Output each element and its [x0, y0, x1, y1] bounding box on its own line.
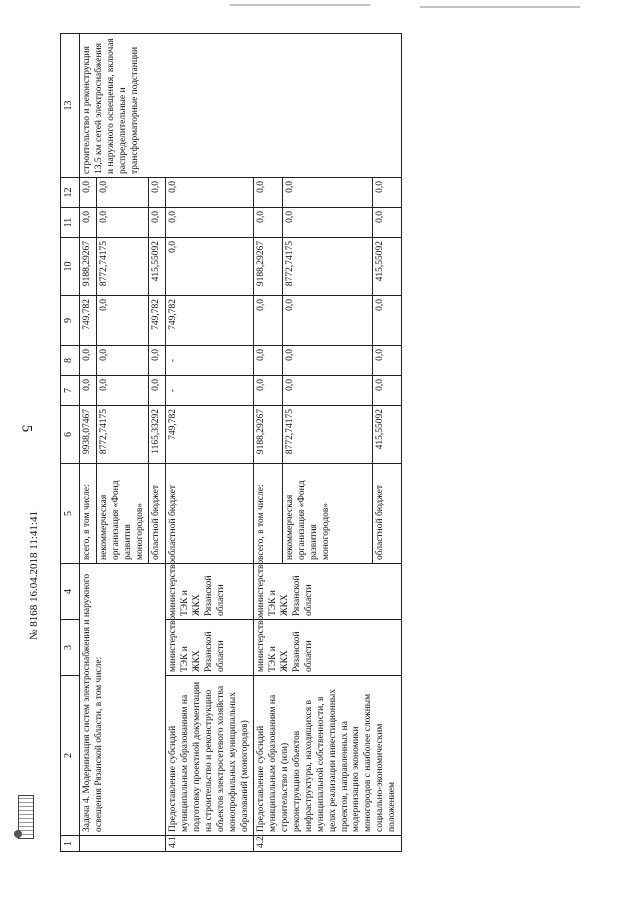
- value-cell: 0,0: [254, 178, 283, 208]
- value-cell: 0,0: [283, 376, 373, 406]
- header-cell: 10: [61, 238, 80, 296]
- co-executor: министерство ТЭК и ЖКХ Рязанской области: [166, 564, 254, 620]
- value-cell: 9188,29267: [80, 238, 97, 296]
- header-cell: 11: [61, 208, 80, 238]
- result-description: строительство и реконструкция 13,5 км сетей электроснабжения и наружного освещения, включая распределительные и трансформаторные подстанции: [80, 34, 402, 178]
- budget-table-sheet: [60, 34, 610, 852]
- value-cell: 8772,74175: [96, 238, 149, 296]
- row-number: [80, 836, 166, 852]
- value-cell: 0,0: [373, 346, 402, 376]
- value-cell: 0,0: [166, 208, 254, 238]
- value-cell: 9188,29267: [254, 238, 283, 296]
- value-cell: 0,0: [96, 296, 149, 346]
- value-cell: 0,0: [80, 376, 97, 406]
- measure-title: Предоставление субсидий муниципальным образованиям на строительство и (или) реконструкцию объектов инфраструктуры, находящихся в муниципальной собственности, в целях реализации инвестиционных проектов, направленных на модернизацию экономики моногородов с наиболее сложным социально-экономическим положением: [254, 676, 402, 836]
- value-cell: 415,55092: [149, 238, 166, 296]
- value-cell: 0,0: [254, 376, 283, 406]
- responsible-executor: министерство ТЭК и ЖКХ Рязанской области: [166, 620, 254, 676]
- value-cell: 415,55092: [373, 238, 402, 296]
- value-cell: 0,0: [373, 376, 402, 406]
- value-cell: 0,0: [373, 208, 402, 238]
- value-cell: 8772,74175: [283, 406, 373, 464]
- header-cell: 2: [61, 676, 80, 836]
- funding-source: некоммерческая организация «Фонд развития моногородов»: [96, 464, 149, 564]
- value-cell: 0,0: [373, 178, 402, 208]
- value-cell: 749,782: [149, 296, 166, 346]
- funding-source: всего, в том числе:: [254, 464, 283, 564]
- header-cell: 13: [61, 34, 80, 178]
- value-cell: 9188,29267: [254, 406, 283, 464]
- value-cell: 0,0: [96, 178, 149, 208]
- value-cell: 0,0: [373, 296, 402, 346]
- value-cell: 0,0: [149, 376, 166, 406]
- value-cell: 0,0: [254, 296, 283, 346]
- header-cell: 7: [61, 376, 80, 406]
- funding-source: областной бюджет: [166, 464, 254, 564]
- value-cell: 8772,74175: [283, 238, 373, 296]
- header-cell: 8: [61, 346, 80, 376]
- scan-artifact: [230, 4, 370, 6]
- header-cell: 6: [61, 406, 80, 464]
- value-cell: 0,0: [96, 208, 149, 238]
- co-executor: министерство ТЭК и ЖКХ Рязанской области: [254, 564, 402, 620]
- value-cell: -: [166, 376, 254, 406]
- value-cell: 0,0: [283, 178, 373, 208]
- row-number: 4.1: [166, 836, 254, 852]
- value-cell: 0,0: [149, 346, 166, 376]
- value-cell: 749,782: [166, 296, 254, 346]
- header-cell: 5: [61, 464, 80, 564]
- page-number: 5: [18, 424, 35, 433]
- value-cell: 415,55092: [373, 406, 402, 464]
- value-cell: 0,0: [149, 178, 166, 208]
- funding-source: всего, в том числе:: [80, 464, 97, 564]
- value-cell: 0,0: [80, 178, 97, 208]
- value-cell: 0,0: [283, 346, 373, 376]
- value-cell: 0,0: [96, 346, 149, 376]
- value-cell: 9938,07467: [80, 406, 97, 464]
- value-cell: 749,782: [80, 296, 97, 346]
- row-number: 4.2: [254, 836, 402, 852]
- registration-stamp-text: № 8168 16.04.2018 11:41:41: [28, 511, 40, 640]
- funding-source: некоммерческая организация «Фонд развития моногородов»: [283, 464, 373, 564]
- task-title: Задача 4. Модернизация систем электроснабжения и наружного освещения Рязанской области, в том числе:: [80, 564, 166, 836]
- value-cell: 0,0: [254, 208, 283, 238]
- value-cell: -: [166, 346, 254, 376]
- value-cell: 0,0: [80, 208, 97, 238]
- header-cell: 12: [61, 178, 80, 208]
- funding-source: областной бюджет: [373, 464, 402, 564]
- value-cell: 0,0: [96, 376, 149, 406]
- budget-table: [60, 33, 402, 852]
- value-cell: 0,0: [80, 346, 97, 376]
- table-header-row: [61, 34, 80, 852]
- value-cell: 749,782: [166, 406, 254, 464]
- header-cell: 1: [61, 836, 80, 852]
- value-cell: 0,0: [149, 208, 166, 238]
- value-cell: 0,0: [166, 178, 254, 208]
- measure-title: Предоставление субсидий муниципальным образованиям на подготовку проектной документации на строительство и реконструкцию объектов электросетевого хозяйства монопрофильных муниципальных образований (моногородов): [166, 676, 254, 836]
- funding-source: областной бюджет: [149, 464, 166, 564]
- header-cell: 3: [61, 620, 80, 676]
- value-cell: 0,0: [254, 346, 283, 376]
- stamp-mark: [14, 830, 22, 838]
- table-row: [80, 34, 97, 852]
- responsible-executor: министерство ТЭК и ЖКХ Рязанской области: [254, 620, 402, 676]
- value-cell: 0,0: [166, 238, 254, 296]
- value-cell: 1165,33292: [149, 406, 166, 464]
- header-cell: 9: [61, 296, 80, 346]
- value-cell: 8772,74175: [96, 406, 149, 464]
- value-cell: 0,0: [283, 208, 373, 238]
- value-cell: 0,0: [283, 296, 373, 346]
- scan-artifact: [420, 6, 580, 8]
- header-cell: 4: [61, 564, 80, 620]
